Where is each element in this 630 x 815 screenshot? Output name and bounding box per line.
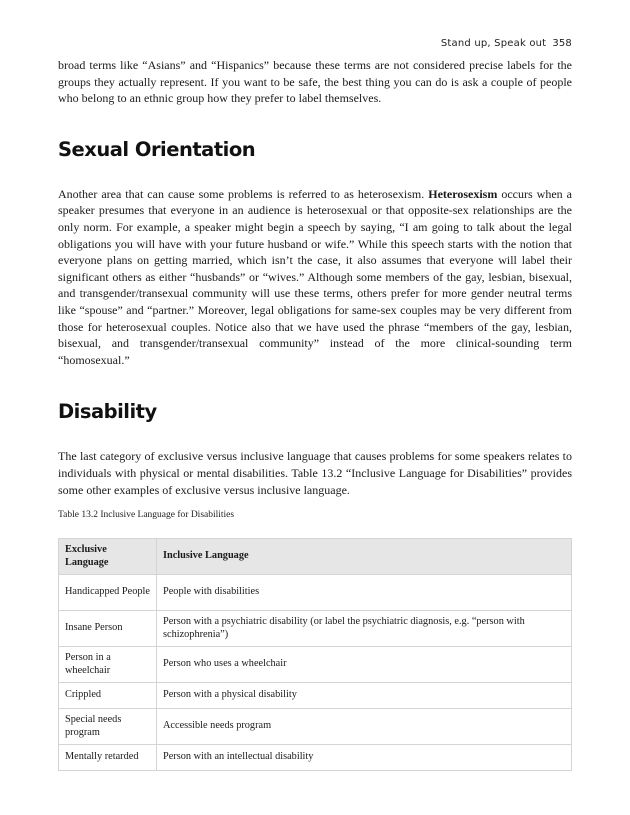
page-content	[58, 57, 572, 771]
header-exclusive-language: Exclusive Language	[59, 539, 157, 575]
table-row	[59, 611, 572, 647]
page-number: 358	[552, 38, 572, 49]
exclusive-term: Person in a wheelchair	[59, 647, 157, 683]
intro-paragraph: broad terms like “Asians” and “Hispanics” because these terms are not considered precise labels for the groups they actually represent. If you want to be safe, the best thing you can do is ask a couple of people who belong to an ethnic group how they prefer to label themselves.	[58, 58, 572, 106]
inclusive-language-table	[58, 538, 572, 771]
inclusive-term: Person with an intellectual disability	[157, 745, 572, 771]
inclusive-term: Accessible needs program	[157, 709, 572, 745]
header-inclusive-language: Inclusive Language	[157, 539, 572, 575]
exclusive-term: Mentally retarded	[59, 745, 157, 771]
text-after-term: occurs when a speaker presumes that everyone in an audience is heterosexual or that opposite-sex relationships are the only norm. For example, a speaker might begin a speech by saying, “I am going to talk about the legal obligations you will have with your future husband or wife.” While this speech starts with the notion that everyone plans on getting married, which isn’t the case, it also assumes that everyone will label their significant others as either “husbands” or “wives.” Although some members of the gay, lesbian, bisexual, and transgender/transexual community will use these terms, others prefer for more gender neutral terms like “spouse” and “partner.” Moreover, legal obligations for same-sex couples may be very different from those for heterosexual couples. Notice also that we have used the phrase “members of the gay, lesbian, bisexual, and transgender/transexual community” instead of the more clinical-sounding term “homosexual.”	[58, 186, 572, 367]
disability-paragraph: The last category of exclusive versus inclusive language that causes problems for some speakers relates to individuals with physical or mental disabilities. Table 13.2 “Inclusive Language for Disabilities” provides some other examples of exclusive versus inclusive language.	[58, 449, 572, 497]
text-before-term: Another area that can cause some problems is referred to as heterosexism.	[58, 186, 429, 201]
running-header	[441, 38, 572, 49]
inclusive-term: Person with a physical disability	[157, 683, 572, 709]
sexual-orientation-heading: Sexual Orientation	[58, 137, 256, 161]
exclusive-term: Handicapped People	[59, 575, 157, 611]
sexual-orientation-paragraph	[58, 186, 572, 369]
table-row	[59, 683, 572, 709]
inclusive-term: Person with a psychiatric disability (or label the psychiatric diagnosis, e.g. “person with schizophrenia”)	[157, 611, 572, 647]
inclusive-term: Person who uses a wheelchair	[157, 647, 572, 683]
table-row	[59, 575, 572, 611]
table-header-row	[59, 539, 572, 575]
disability-heading: Disability	[58, 400, 157, 424]
exclusive-term: Crippled	[59, 683, 157, 709]
running-title: Stand up, Speak out	[440, 38, 547, 49]
table-row	[59, 745, 572, 771]
exclusive-term: Special needs program	[59, 709, 157, 745]
table-caption: Table 13.2 Inclusive Language for Disabilities	[58, 510, 235, 521]
table-row	[59, 709, 572, 745]
inclusive-term: People with disabilities	[157, 575, 572, 611]
table-row	[59, 647, 572, 683]
heterosexism-term: Heterosexism	[428, 186, 498, 201]
exclusive-term: Insane Person	[59, 611, 157, 647]
